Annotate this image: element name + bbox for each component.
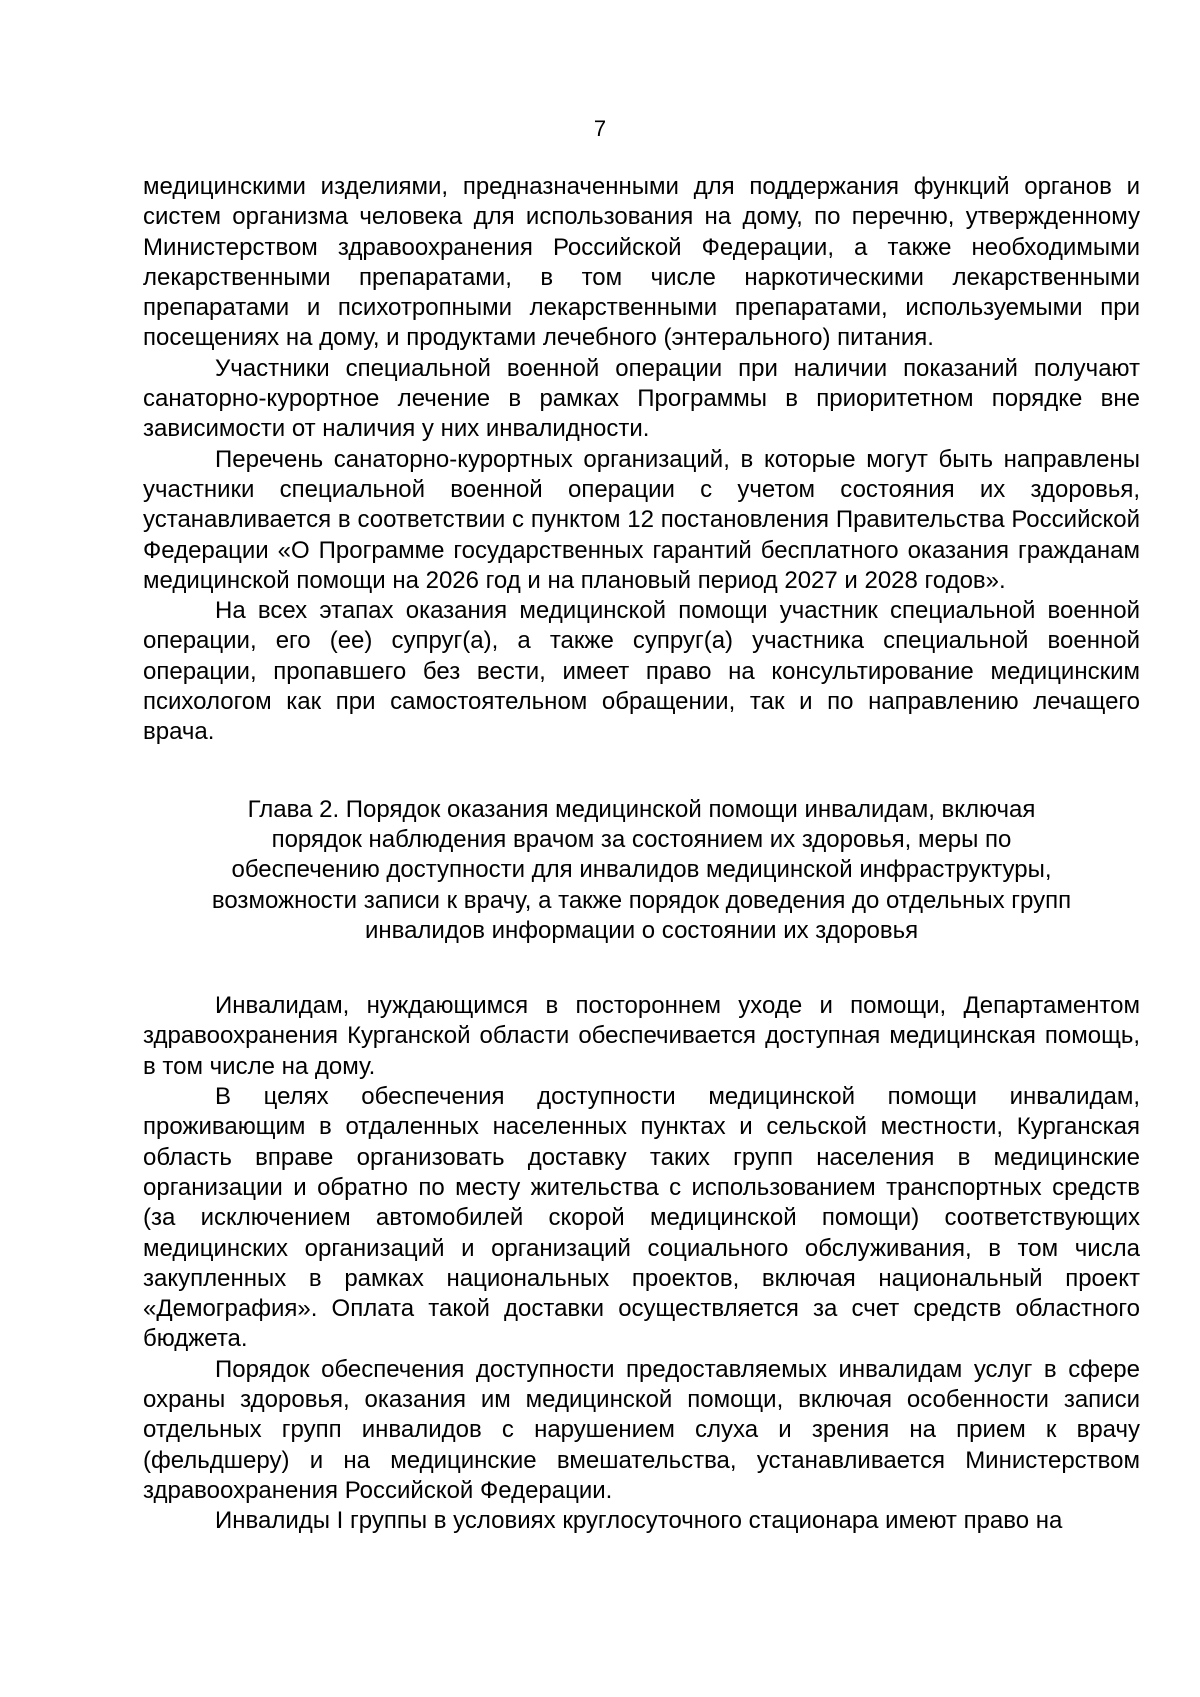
page-number: 7 [593,116,607,141]
document-body [143,172,1140,1536]
chapter-title-line: обеспечению доступности для инвалидов медицинской инфраструктуры, [231,856,1052,884]
chapter-title-line: возможности записи к врачу, а также порядок доведения до отдельных групп [211,886,1072,914]
paragraph-svo-sanatorium: Участники специальной военной операции при наличии показаний получают санаторно-курортное лечение в рамках Программы в приоритетном порядке вне зависимости от наличия у них инвалидности. [143,354,1140,443]
paragraph-sanatorium-list: Перечень санаторно-курортных организаций, в которые могут быть направлены участники специальной военной операции с учетом состояния их здоровья, устанавливается в соответствии с пунктом 12 постановления Правительства Российской Федерации «О Программе государственных гарантий бесплатного оказания гражданам медицинской помощи на 2026 год и на плановый период 2027 и 2028 годов». [143,445,1140,594]
paragraph-psychologist: На всех этапах оказания медицинской помощи участник специальной военной операции, его (ее) супруг(а), а также супруг(а) участника специальной военной операции, пропавшего без вести, имеет право на консультирование медицинским психологом как при самостоятельном обращении, так и по направлению лечащего врача. [143,597,1140,746]
chapter-title-line: инвалидов информации о состоянии их здоровья [364,916,919,944]
chapter-title-line: порядок наблюдения врачом за состоянием их здоровья, меры по [271,825,1012,853]
paragraph-transport: В целях обеспечения доступности медицинской помощи инвалидам, проживающим в отдаленных населенных пунктах и сельской местности, Курганская область вправе организовать доставку таких групп населения в медицинские организации и обратно по месту жительства с использованием транспортных средств (за исключением автомобилей скорой медицинской помощи) соответствующих медицинских организаций и организаций социального обслуживания, в том числа закупленных в рамках национальных проектов, включая национальный проект «Демография». Оплата такой доставки осуществляется за счет средств областного бюджета. [143,1083,1140,1353]
paragraph-continuation: медицинскими изделиями, предназначенными для поддержания функций органов и систем организма человека для использования на дому, по перечню, утвержденному Министерством здравоохранения Российской Федерации, а также необходимыми лекарственными препаратами, в том числе наркотическими лекарственными препаратами и психотропными лекарственными препаратами, используемыми при посещениях на дому, и продуктами лечебного (энтерального) питания. [143,173,1140,352]
chapter-title-line: Глава 2. Порядок оказания медицинской помощи инвалидам, включая [247,795,1036,823]
chapter-title [143,795,1140,946]
paragraph-group-one: Инвалиды I группы в условиях круглосуточного стационара имеют право на [215,1507,1063,1535]
paragraph-home-care: Инвалидам, нуждающимся в постороннем уходе и помощи, Департаментом здравоохранения Курганской области обеспечивается доступная медицинская помощь, в том числе на дому. [143,992,1140,1080]
paragraph-accessibility: Порядок обеспечения доступности предоставляемых инвалидам услуг в сфере охраны здоровья, оказания им медицинской помощи, включая особенности записи отдельных групп инвалидов с нарушением слуха и зрения на прием к врачу (фельдшеру) и на медицинские вмешательства, устанавливается Министерством здравоохранения Российской Федерации. [143,1355,1140,1504]
